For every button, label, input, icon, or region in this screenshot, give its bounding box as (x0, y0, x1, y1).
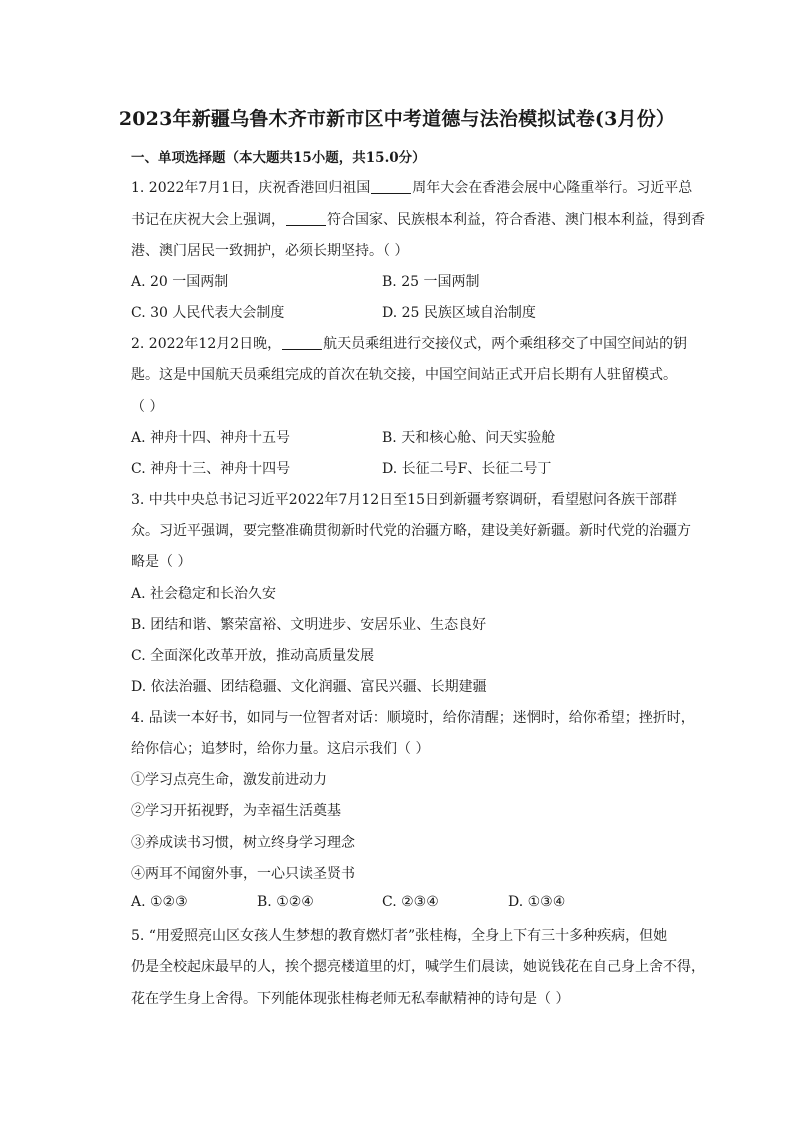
answer-blank (282, 335, 322, 350)
q1-line-1 (131, 177, 692, 197)
q4-option-a: A. ①②③ (131, 894, 188, 910)
q3-line-3: 略是（ ） (131, 554, 192, 570)
q2-option-c: C. 神舟十三、神舟十四号 (131, 461, 291, 477)
q4-item-1: ①学习点亮生命，激发前进动力 (131, 772, 327, 788)
q1-option-c: C. 30 人民代表大会制度 (131, 305, 285, 321)
q1-option-d: D. 25 民族区域自治制度 (382, 305, 536, 321)
q2-option-b: B. 天和核心舱、问天实验舱 (382, 430, 556, 446)
q1-text-d: 符合国家、民族根本利益，符合香港、澳门根本利益，得到香 (327, 212, 705, 228)
q1-text-b: 周年大会在香港会展中心隆重举行。习近平总 (412, 180, 693, 196)
q4-item-4: ④两耳不闻窗外事，一心只读圣贤书 (131, 866, 355, 882)
q4-item-3: ③养成读书习惯，树立终身学习理念 (131, 835, 355, 851)
q2-line-3: （ ） (131, 399, 164, 415)
q5-line-2: 仍是全校起床最早的人，挨个摁亮楼道里的灯，喊学生们晨读，她说钱花在自己身上舍不得， (131, 959, 705, 975)
q2-line-2: 匙。这是中国航天员乘组完成的首次在轨交接，中国空间站正式开启长期有人驻留模式。 (131, 367, 677, 383)
q4-line-2: 给你信心；追梦时，给你力量。这启示我们（ ） (131, 741, 430, 757)
q2-text-b: 航天员乘组进行交接仪式，两个乘组移交了中国空间站的钥 (323, 336, 688, 352)
page-title: 2023年新疆乌鲁木齐市新市区中考道德与法治模拟试卷(3月份） (118, 108, 676, 130)
q5-line-3: 花在学生身上舍得。下列能体现张桂梅老师无私奉献精神的诗句是（ ） (131, 991, 570, 1007)
q3-option-b: B. 团结和谐、繁荣富裕、文明进步、安居乐业、生态良好 (131, 617, 487, 633)
q4-item-2: ②学习开拓视野，为幸福生活奠基 (131, 803, 341, 819)
q4-option-c: C. ②③④ (382, 894, 439, 910)
q2-text-a: 2. 2022年12月2日晚， (131, 336, 282, 352)
q5-line-1: 5. “用爱照亮山区女孩人生梦想的教育燃灯者”张桂梅，全身上下有三十多种疾病，但她 (131, 928, 668, 944)
answer-blank (286, 211, 326, 226)
q1-line-3: 港、澳门居民一致拥护，必须长期坚持。（ ） (131, 243, 409, 259)
q1-text-a: 1. 2022年7月1日，庆祝香港回归祖国 (131, 180, 371, 196)
q4-option-b: B. ①②④ (257, 894, 314, 910)
q3-option-c: C. 全面深化改革开放，推动高质量发展 (131, 648, 375, 664)
q3-option-a: A. 社会稳定和长治久安 (131, 586, 277, 602)
q2-line-1 (131, 333, 687, 353)
q4-option-d: D. ①③④ (508, 894, 566, 910)
q3-line-1: 3. 中共中央总书记习近平2022年7月12日至15日到新疆考察调研，看望慰问各族干部群 (131, 492, 677, 508)
q1-text-c: 书记在庆祝大会上强调， (131, 212, 285, 228)
q1-option-a: A. 20 一国两制 (131, 274, 229, 290)
q2-option-a: A. 神舟十四、神舟十五号 (131, 430, 291, 446)
q3-line-2: 众。习近平强调，要完整准确贯彻新时代党的治疆方略，建设美好新疆。新时代党的治疆方 (131, 523, 691, 539)
q1-option-b: B. 25 一国两制 (382, 274, 480, 290)
q3-option-d: D. 依法治疆、团结稳疆、文化润疆、富民兴疆、长期建疆 (131, 679, 487, 695)
q1-line-2 (131, 209, 705, 229)
section-heading: 一、单项选择题（本大题共15小题，共15.0分） (131, 150, 426, 166)
q4-line-1: 4. 品读一本好书，如同与一位智者对话：顺境时，给你清醒；迷惘时，给你希望；挫折时， (131, 710, 695, 726)
q2-option-d: D. 长征二号F、长征二号丁 (382, 461, 552, 477)
answer-blank (371, 179, 411, 194)
